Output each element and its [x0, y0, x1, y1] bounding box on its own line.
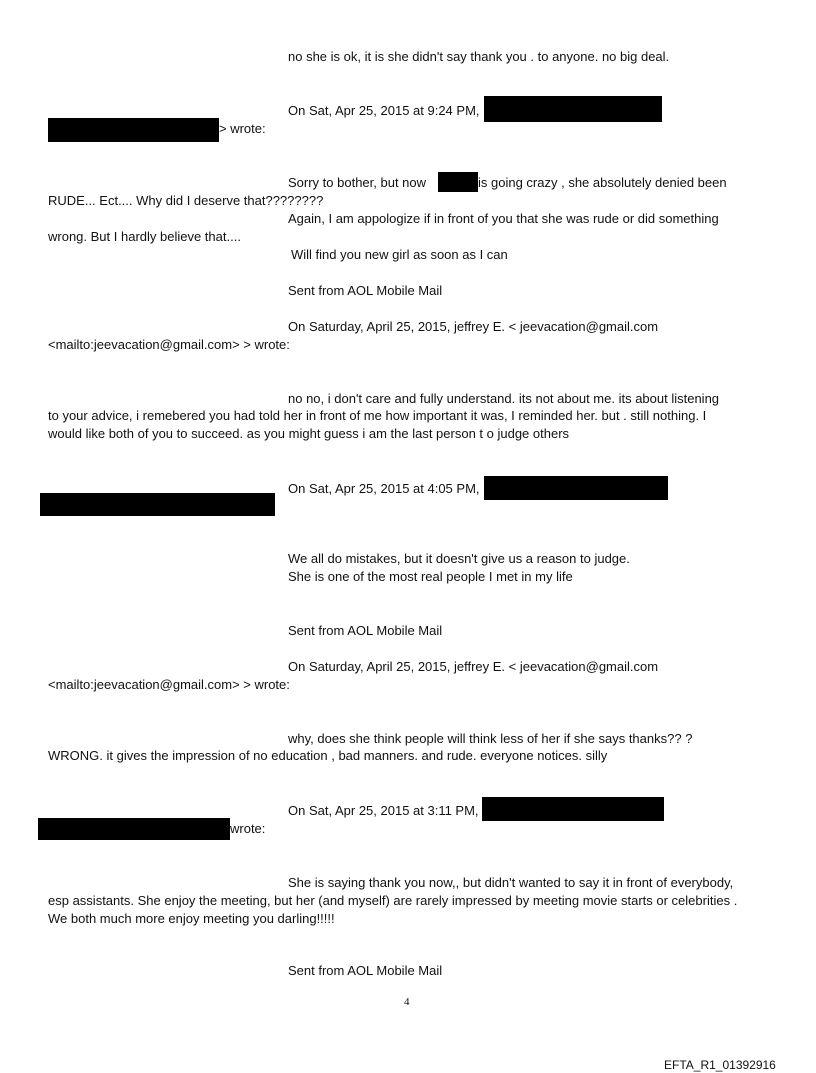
text-line: > wrote:: [219, 121, 266, 136]
redaction-box: [48, 118, 219, 142]
text-line: Sent from AOL Mobile Mail: [288, 963, 443, 978]
redaction-box: [438, 172, 478, 192]
text-line: to your advice, i remebered you had told her in front of me how important it was, I reminded her. but . still nothing. I: [48, 408, 707, 423]
text-line: wrong. But I hardly believe that....: [48, 229, 241, 244]
text-line: would like both of you to succeed. as you might guess i am the last person t o judge others: [48, 426, 570, 441]
text-line: She is saying thank you now,, but didn't wanted to say it in front of everybody,: [288, 875, 734, 890]
text-line: WRONG. it gives the impression of no education , bad manners. and rude. everyone notices. silly: [48, 748, 608, 763]
text-line: no she is ok, it is she didn't say thank you . to anyone. no big deal.: [288, 49, 670, 64]
text-line: esp assistants. She enjoy the meeting, but her (and myself) are rarely impressed by meeting movie starts or celebrities .: [48, 893, 738, 908]
text-line: On Sat, Apr 25, 2015 at 4:05 PM,: [288, 481, 480, 496]
text-line: is going crazy , she absolutely denied been: [478, 175, 727, 190]
text-line: On Sat, Apr 25, 2015 at 3:11 PM,: [288, 803, 479, 818]
text-line: RUDE... Ect.... Why did I deserve that????????: [48, 193, 324, 208]
page-number: 4: [404, 996, 410, 1008]
text-line: why, does she think people will think less of her if she says thanks?? ?: [288, 731, 693, 746]
redaction-box: [484, 476, 668, 500]
text-line: Sorry to bother, but now: [288, 175, 427, 190]
text-line: On Saturday, April 25, 2015, jeffrey E. < jeevacation@gmail.com: [288, 659, 659, 674]
text-line: Again, I am appologize if in front of you that she was rude or did something: [288, 211, 719, 226]
redaction-box: [484, 96, 662, 122]
text-line: no no, i don't care and fully understand. its not about me. its about listening: [288, 391, 720, 406]
text-line: wrote:: [230, 821, 266, 836]
text-line: Will find you new girl as soon as I can: [291, 247, 508, 262]
redaction-box: [38, 818, 230, 840]
text-line: Sent from AOL Mobile Mail: [288, 623, 443, 638]
text-line: <mailto:jeevacation@gmail.com> > wrote:: [48, 677, 290, 692]
text-line: She is one of the most real people I met in my life: [288, 569, 573, 584]
text-line: We all do mistakes, but it doesn't give us a reason to judge.: [288, 551, 630, 566]
text-line: On Saturday, April 25, 2015, jeffrey E. < jeevacation@gmail.com: [288, 319, 659, 334]
text-line: Sent from AOL Mobile Mail: [288, 283, 443, 298]
text-line: We both much more enjoy meeting you darling!!!!!: [48, 911, 335, 926]
redaction-box: [40, 493, 275, 516]
document-id-footer: EFTA_R1_01392916: [664, 1058, 776, 1072]
redaction-box: [482, 797, 664, 821]
text-line: <mailto:jeevacation@gmail.com> > wrote:: [48, 337, 290, 352]
text-line: On Sat, Apr 25, 2015 at 9:24 PM,: [288, 103, 480, 118]
